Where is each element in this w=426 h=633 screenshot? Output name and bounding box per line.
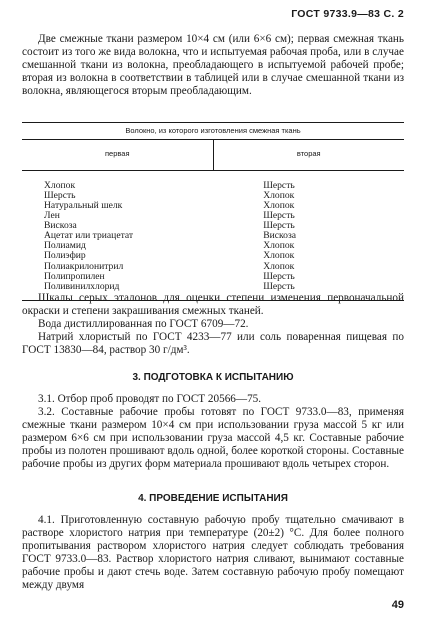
table-cell: Полиамид <box>44 240 86 252</box>
table-cell: Лен <box>44 210 60 222</box>
grey-scales-paragraph: Шкалы серых эталонов для оценки степени изменения первоначальной окраски и степени закрашивания смежных тканей. <box>22 292 404 317</box>
table-cell: Шерсть <box>44 189 76 201</box>
clause-3-2: 3.2. Составные рабочие пробы готовят по ГОСТ 9733.0—83, применяя смежные ткани размером 10×4 см при использовании груза массой 5 кг или размером 6×6 см при использовании груза массой 4,5 кг. Составные рабочие пробы из полотен прошивают вдоль одной, более короткой стороны. Составные рабочие пробы из других форм материала прошивают вдоль четырех сторон. <box>22 406 404 470</box>
table-cell: Полипропилен <box>44 270 105 282</box>
clause-3-1: 3.1. Отбор проб проводят по ГОСТ 20566—75. <box>38 393 262 405</box>
clause-4-1: 4.1. Приготовленную составную рабочую пробу тщательно смачивают в растворе хлористого натрия при температуре (20±2) °С. Для более полного пропитывания раствором хлористого натрия следует соблюдать требования ГОСТ 9733.0—83. Раствор хлористого натрия сливают, вынимают составные рабочие пробы и дают стечь воде. Затем составную рабочую пробу помещают между двумя <box>22 514 404 591</box>
table-cell: Вискоза <box>263 230 297 242</box>
table-cell: Полиэфир <box>44 250 86 262</box>
intro-paragraph: Две смежные ткани размером 10×4 см (или 6×6 см); первая смежная ткань состоит из того же вида волокна, что и испытуемая рабочая проба, или в случае смешанной ткани из волокна, преобладающего в испытуемой рабочей пробе; вторая из волокна в соответствии в таблицей или в случае смешанной ткани из волокна, являющегося вторым преобладающим. <box>22 33 404 97</box>
table-cell: Хлопок <box>263 250 295 262</box>
table-cell: Хлопок <box>263 260 295 272</box>
page-number: 49 <box>391 599 404 611</box>
water-paragraph: Вода дистиллированная по ГОСТ 6709—72. <box>38 318 249 330</box>
intro-block <box>22 33 404 98</box>
table-subheader <box>22 139 404 170</box>
section-4 <box>22 492 404 592</box>
page-header: ГОСТ 9733.9—83 С. 2 <box>291 8 404 20</box>
table-col1 <box>22 181 255 292</box>
table-col1-header: первая <box>22 140 214 169</box>
table-cell: Шерсть <box>263 280 295 292</box>
table-span-header: Волокно, из которого изготовления смежная ткань <box>125 126 301 135</box>
table-cell: Хлопок <box>44 179 76 191</box>
section-3-title: 3. ПОДГОТОВКА К ИСПЫТАНИЮ <box>132 372 294 383</box>
table-cell: Шерсть <box>263 210 295 222</box>
section-4-title: 4. ПРОВЕДЕНИЕ ИСПЫТАНИЯ <box>138 493 288 504</box>
table-cell: Полиакрилонитрил <box>44 260 124 272</box>
table-cell: Вискоза <box>44 220 77 232</box>
table-cell: Натуральный шелк <box>44 200 123 211</box>
table-cell: Ацетат или триацетат <box>44 230 134 242</box>
table-cell: Хлопок <box>263 240 295 252</box>
table-col2-header: вторая <box>296 149 321 159</box>
table-body <box>22 171 404 301</box>
table-cell: Шерсть <box>263 179 295 191</box>
table-cell: Шерсть <box>263 220 295 232</box>
table-cell: Поливинилхлорид <box>44 280 120 292</box>
table-cell: Хлопок <box>263 189 295 201</box>
materials-block <box>22 292 404 357</box>
fiber-table <box>22 122 404 301</box>
salt-paragraph: Натрий хлористый по ГОСТ 4233—77 или соль поваренная пищевая по ГОСТ 13830—84, раствор 30 г/дм³. <box>22 331 404 356</box>
table-cell: Шерсть <box>263 270 295 282</box>
table-col2 <box>255 181 404 292</box>
section-3 <box>22 371 404 471</box>
table-cell: Хлопок <box>263 200 295 211</box>
